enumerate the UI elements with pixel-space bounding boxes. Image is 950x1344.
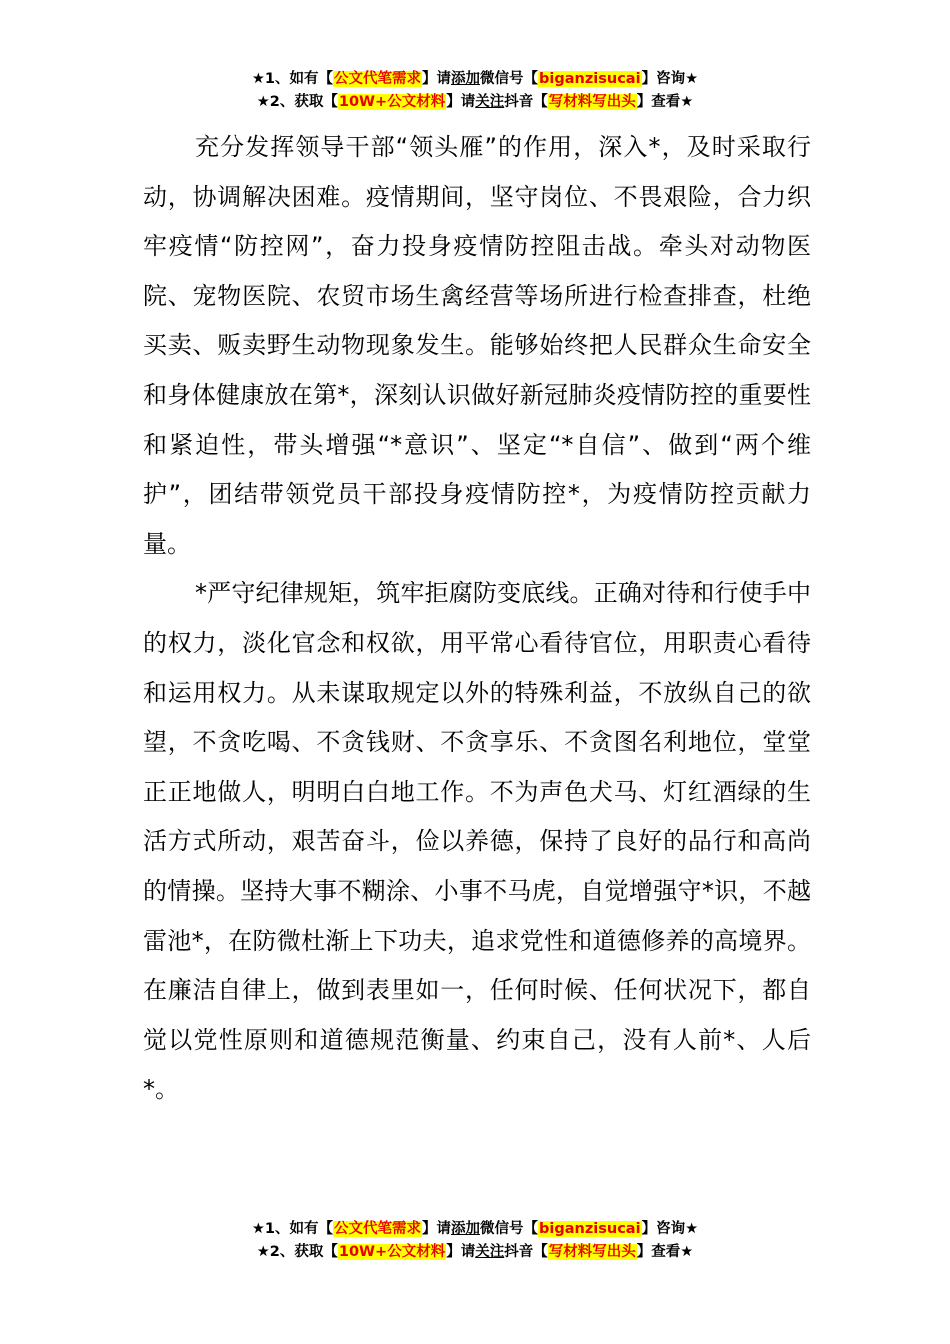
banner-text: 】查看★ <box>636 94 694 110</box>
banner-text: 】请 <box>422 1221 452 1237</box>
banner-line-1 <box>0 68 950 91</box>
highlight-materials: 10W+公文材料 <box>338 1244 446 1260</box>
banner-text: 】查看★ <box>636 1244 694 1260</box>
banner-underline-text: 添加 <box>451 71 481 87</box>
banner-line-1 <box>0 1218 950 1241</box>
header-banner <box>0 68 950 114</box>
banner-text: 微信号【 <box>480 71 539 87</box>
highlight-service: 公文代笔需求 <box>334 1221 422 1237</box>
banner-text: ★1、如有【 <box>251 1221 334 1237</box>
banner-underline-text: 添加 <box>451 1221 481 1237</box>
highlight-douyin-account: 写材料写出头 <box>548 94 636 110</box>
banner-underline-text: 关注 <box>475 1244 505 1260</box>
banner-text: 】请 <box>422 71 452 87</box>
banner-text: 微信号【 <box>480 1221 539 1237</box>
banner-text: 抖音【 <box>504 1244 548 1260</box>
banner-line-2 <box>0 91 950 114</box>
banner-underline-text: 关注 <box>475 94 505 110</box>
paragraph-1: 充分发挥领导干部“领头雁”的作用，深入*，及时采取行动，协调解决困难。疫情期间，坚守岗位、不畏艰险，合力织牢疫情“防控网”，奋力投身疫情防控阻击战。牵头对动物医院、宠物医院、农贸市场生禽经营等场所进行检查排查，杜绝买卖、贩卖野生动物现象发生。能够始终把人民群众生命安全和身体健康放在第*，深刻认识做好新冠肺炎疫情防控的重要性和紧迫性，带头增强“*意识”、坚定“*自信”、做到“两个维护”，团结带领党员干部投身疫情防控*，为疫情防控贡献力量。 <box>143 133 811 558</box>
banner-text: ★1、如有【 <box>251 71 334 87</box>
document-body <box>143 123 811 1115</box>
banner-text: 】请 <box>446 94 476 110</box>
highlight-douyin-account: 写材料写出头 <box>548 1244 636 1260</box>
banner-text: 】咨询★ <box>641 1221 699 1237</box>
banner-text: ★2、获取【 <box>256 94 338 110</box>
paragraph-2: *严守纪律规矩，筑牢拒腐防变底线。正确对待和行使手中的权力，淡化官念和权欲，用平常心看待官位，用职责心看待和运用权力。从未谋取规定以外的特殊利益，不放纵自己的欲望，不贪吃喝、不贪钱财、不贪享乐、不贪图名利地位，堂堂正正地做人，明明白白地工作。不为声色犬马、灯红酒绿的生活方式所动，艰苦奋斗，俭以养德，保持了良好的品行和高尚的情操。坚持大事不糊涂、小事不马虎，自觉增强守*识，不越雷池*，在防微杜渐上下功夫，追求党性和道德修养的高境界。在廉洁自律上，做到表里如一，任何时候、任何状况下，都自觉以党性原则和道德规范衡量、约束自己，没有人前*、人后*。 <box>143 579 811 1104</box>
footer-banner <box>0 1218 950 1264</box>
banner-text: 抖音【 <box>504 94 548 110</box>
banner-text: 】请 <box>446 1244 476 1260</box>
highlight-service: 公文代笔需求 <box>334 71 422 87</box>
highlight-wechat-id: biganzisucai <box>539 1221 641 1237</box>
highlight-materials: 10W+公文材料 <box>338 94 446 110</box>
banner-text: 】咨询★ <box>641 71 699 87</box>
banner-text: ★2、获取【 <box>256 1244 338 1260</box>
banner-line-2 <box>0 1241 950 1264</box>
highlight-wechat-id: biganzisucai <box>539 71 641 87</box>
